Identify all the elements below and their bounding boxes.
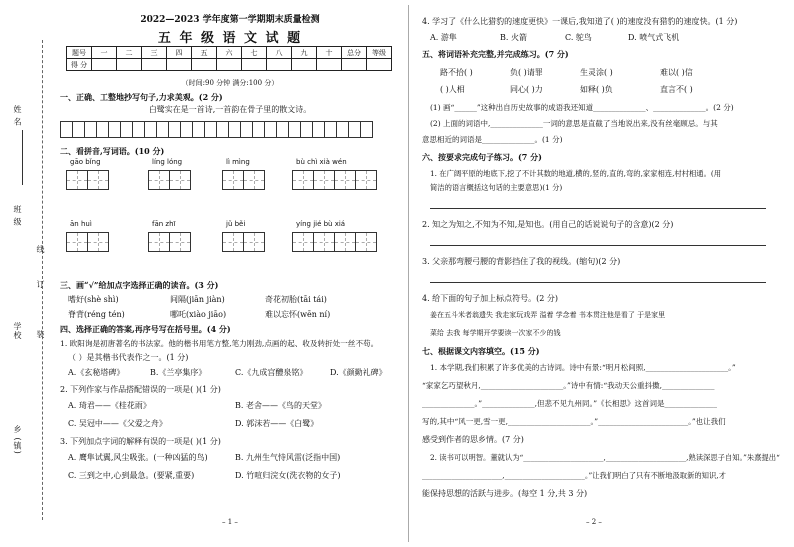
s7-q1: 1. 本学期,我们积累了许多优美的古诗词。诗中有景:“明月松间照,______________________。” <box>430 363 736 372</box>
page-number-1: – 1 – <box>222 518 238 526</box>
s7-q1e: 感受到作者的思乡情。(7 分) <box>422 435 524 444</box>
score-cell[interactable] <box>217 59 242 71</box>
idiom-6[interactable]: 同心( )力 <box>510 85 543 94</box>
s4-q3-opt-c[interactable]: C. 三到之中,心到最急。(要紧,重要) <box>68 471 195 480</box>
score-cell: 总分 <box>342 47 367 59</box>
score-cell[interactable] <box>367 59 392 71</box>
copy-sentence: 白鹭实在是一首诗,一首韵在骨子里的散文诗。 <box>148 105 312 114</box>
s6-q4-text: 姜在五斗米者翁遗失 我走家玩戏弄 溢着 学念着 书本贯注他是看了 于是家里 <box>430 311 666 319</box>
s4-q2: 2. 下列作家与作品搭配错误的一项是( )(1 分) <box>60 385 221 394</box>
s6-q1b: 简洁的语言概括这句话的主要意思)(1 分) <box>430 183 563 192</box>
idiom-5[interactable]: ( )人相 <box>440 85 465 94</box>
score-cell: 九 <box>292 47 317 59</box>
score-cell: 题号 <box>67 47 92 59</box>
hanzi-box[interactable] <box>292 170 376 190</box>
answer-line-3[interactable] <box>430 282 766 283</box>
section6-heading: 六、按要求完成句子练习。(7 分) <box>422 152 542 162</box>
r-q4: 4. 学习了《什么比猎豹的速度更快》一课后,我知道了( )的速度没有猎豹的速度快。(1 分) <box>422 17 738 26</box>
pron-3[interactable]: 奇花初胎(tāi tái) <box>265 295 327 304</box>
s5-q2b: 意思相近的词语是______________。(1 分) <box>422 135 563 144</box>
hanzi-box[interactable] <box>148 170 190 190</box>
section7-heading: 七、根据课文内容填空。(15 分) <box>422 346 540 356</box>
pinyin-label: gāo bǐng <box>70 158 101 166</box>
idiom-7[interactable]: 如释( )负 <box>580 85 613 94</box>
grid-cell[interactable] <box>360 121 373 138</box>
score-table <box>66 46 392 71</box>
s6-q2: 2. 知之为知之,不知为不知,是知也。(用自己的话说说句子的含意)(2 分) <box>422 220 674 229</box>
score-cell[interactable] <box>292 59 317 71</box>
score-cell: 七 <box>242 47 267 59</box>
score-cell[interactable] <box>317 59 342 71</box>
s4-q1-opt-d[interactable]: D.《颜勤礼碑》 <box>330 368 387 377</box>
s4-q1-opt-b[interactable]: B.《兰亭集序》 <box>150 368 207 377</box>
score-cell[interactable] <box>342 59 367 71</box>
s4-q2-opt-b[interactable]: B. 老舍——《鸟的天堂》 <box>235 401 326 410</box>
s6-q4: 4. 给下面的句子加上标点符号。(2 分) <box>422 294 559 303</box>
score-cell: 十 <box>317 47 342 59</box>
pinyin-label: fān zhī <box>152 220 176 228</box>
section5-heading: 五、将词语补充完整,并完成练习。(7 分) <box>422 49 569 59</box>
score-cell[interactable] <box>117 59 142 71</box>
s4-q3: 3. 下列加点字词的解释有误的一项是( )(1 分) <box>60 437 221 446</box>
s4-q2-opt-a[interactable]: A. 琦君——《桂花雨》 <box>68 401 151 410</box>
pron-1[interactable]: 嗜好(shè shì) <box>68 295 119 304</box>
score-cell[interactable] <box>267 59 292 71</box>
idiom-8[interactable]: 直言不( ) <box>660 85 693 94</box>
r-q4-c[interactable]: C. 鸵鸟 <box>565 33 592 42</box>
score-cell[interactable] <box>242 59 267 71</box>
score-cell: 一 <box>92 47 117 59</box>
s7-q2: 2. 读书可以明智。董就认为“______________________,______________________,熟读深思子自知。”朱熹提出“ <box>430 453 780 462</box>
s4-q2-opt-c[interactable]: C. 吴冠中——《父爱之舟》 <box>68 419 167 428</box>
pinyin-label: lì mìng <box>226 158 250 166</box>
section4-heading: 四、选择正确的答案,再序号写在括号里。(4 分) <box>60 324 231 334</box>
pinyin-label: líng lóng <box>152 158 183 166</box>
class-label: 班 级 <box>13 205 22 227</box>
subject-title: 五 年 级 语 文 试 题 <box>157 31 303 46</box>
score-cell: 二 <box>117 47 142 59</box>
s4-q3-opt-d[interactable]: D. 竹喧归浣女(洗衣物的女子) <box>235 471 341 480</box>
village-label: 乡 (镇) <box>13 425 22 455</box>
s7-q1c: ______________。”______________,但悲不见九州同。”《长相思》这首词是______________ <box>422 399 718 408</box>
exam-title: 2022—2023 学年度第一学期期末质量检测 <box>140 15 320 25</box>
pron-4[interactable]: 脊背(réng tén) <box>68 310 125 319</box>
hanzi-box[interactable] <box>292 232 376 252</box>
section1-heading: 一、正确、工整地抄写句子,力求美观。(2 分) <box>60 92 223 102</box>
answer-line-2[interactable] <box>430 245 766 246</box>
s4-q3-opt-a[interactable]: A. 鹰隼试翼,风尘吸张。(一种凶猛的鸟) <box>68 453 208 462</box>
pron-6[interactable]: 难以忘怀(wēn ní) <box>265 310 331 319</box>
pron-5[interactable]: 哪吒(xiào jiāo) <box>170 310 227 319</box>
s4-q1b: （ ）是其楷书代表作之一。(1 分) <box>68 353 189 362</box>
s7-q1d: 写的,其中“风一更,雪一更,______________________。”________________________。”也让我们 <box>422 417 726 426</box>
section3-heading: 三、画“√”给加点字选择正确的读音。(3 分) <box>60 280 219 290</box>
name-label: 姓 名 <box>13 105 22 127</box>
score-cell[interactable]: 得 分 <box>67 59 92 71</box>
hanzi-box[interactable] <box>148 232 190 252</box>
s4-q3-opt-b[interactable]: B. 九州生气恃风雷(泛指中国) <box>235 453 341 462</box>
exam-meta: （时间:90 分钟 满分:100 分） <box>181 79 279 87</box>
score-cell[interactable] <box>192 59 217 71</box>
hanzi-box[interactable] <box>222 170 264 190</box>
hanzi-box[interactable] <box>66 232 108 252</box>
score-cell[interactable] <box>92 59 117 71</box>
pinyin-label: bù chì xià wén <box>296 158 347 166</box>
seal-ding: 订 <box>36 280 45 289</box>
answer-line-1[interactable] <box>430 208 766 209</box>
section2-heading: 二、看拼音,写词语。(10 分) <box>60 146 165 156</box>
r-q4-d[interactable]: D. 喷气式飞机 <box>628 33 680 42</box>
s4-q2-opt-d[interactable]: D. 郭沫若——《白鹭》 <box>235 419 319 428</box>
score-cell[interactable] <box>142 59 167 71</box>
r-q4-a[interactable]: A. 游隼 <box>430 33 457 42</box>
s4-q1-opt-c[interactable]: C.《九成宫醴泉铭》 <box>235 368 308 377</box>
page-number-2: – 2 – <box>586 518 602 526</box>
score-cell: 等级 <box>367 47 392 59</box>
idiom-4[interactable]: 难以( )信 <box>660 68 693 77</box>
s6-q1: 1. 在广阔平原的地底下,挖了不计其数的地道,横的,竖的,直的,弯的,家家相连,村村相通。(用 <box>430 169 722 178</box>
s7-q2c: 能保持思想的活跃与进步。(每空 1 分,共 3 分) <box>422 489 588 498</box>
score-cell: 五 <box>192 47 217 59</box>
idiom-1[interactable]: 路不拾( ) <box>440 68 473 77</box>
pinyin-label: jǔ běi <box>226 220 246 228</box>
s7-q1b: “家家乞巧望秋月,______________________。”诗中有情:“我动天公重抖擞,______________ <box>422 381 715 390</box>
s6-q4-text2: 菜给 去我 每学期开学要读一次家不少的钱 <box>430 329 561 337</box>
seal-line: 线 <box>36 245 45 254</box>
s5-q1: (1) 画“______”这种出自历史故事的成语我还知道______________、______________。(2 分) <box>430 103 734 112</box>
school-label: 学校 <box>13 322 22 340</box>
r-q4-b[interactable]: B. 火箭 <box>500 33 527 42</box>
s7-q2b: ______________________,______________________。”让我们明白了只有不断地汲取新的知识,才 <box>422 471 726 480</box>
s4-q1-opt-a[interactable]: A.《玄秘塔碑》 <box>68 368 125 377</box>
score-cell: 六 <box>217 47 242 59</box>
pinyin-label: yíng jié bù xiá <box>296 220 346 228</box>
idiom-3[interactable]: 生灵涂( ) <box>580 68 613 77</box>
hanzi-box[interactable] <box>222 232 264 252</box>
s6-q3: 3. 父亲那弯腰弓腰的背影挡住了我的视线。(缩句)(2 分) <box>422 257 621 266</box>
idiom-2[interactable]: 负( )请罪 <box>510 68 543 77</box>
hanzi-box[interactable] <box>66 170 108 190</box>
s4-q1: 1. 欧阳询是初唐著名的书法家。他的楷书用笔方整,笔力刚劲,点画的起、收及转折处一丝不苟。 <box>60 339 379 348</box>
s5-q2: (2) 上面的词语中,______________一词的意思是直截了当地说出来,没有丝毫顾忌。与其 <box>430 119 718 128</box>
score-cell[interactable] <box>167 59 192 71</box>
score-cell: 四 <box>167 47 192 59</box>
pinyin-label: ān huì <box>70 220 92 228</box>
seal-zhuang: 装 <box>36 330 45 339</box>
score-cell: 三 <box>142 47 167 59</box>
writing-grid[interactable] <box>60 121 372 138</box>
pron-2[interactable]: 间隔(jiān jiàn) <box>170 295 225 304</box>
score-cell: 八 <box>267 47 292 59</box>
